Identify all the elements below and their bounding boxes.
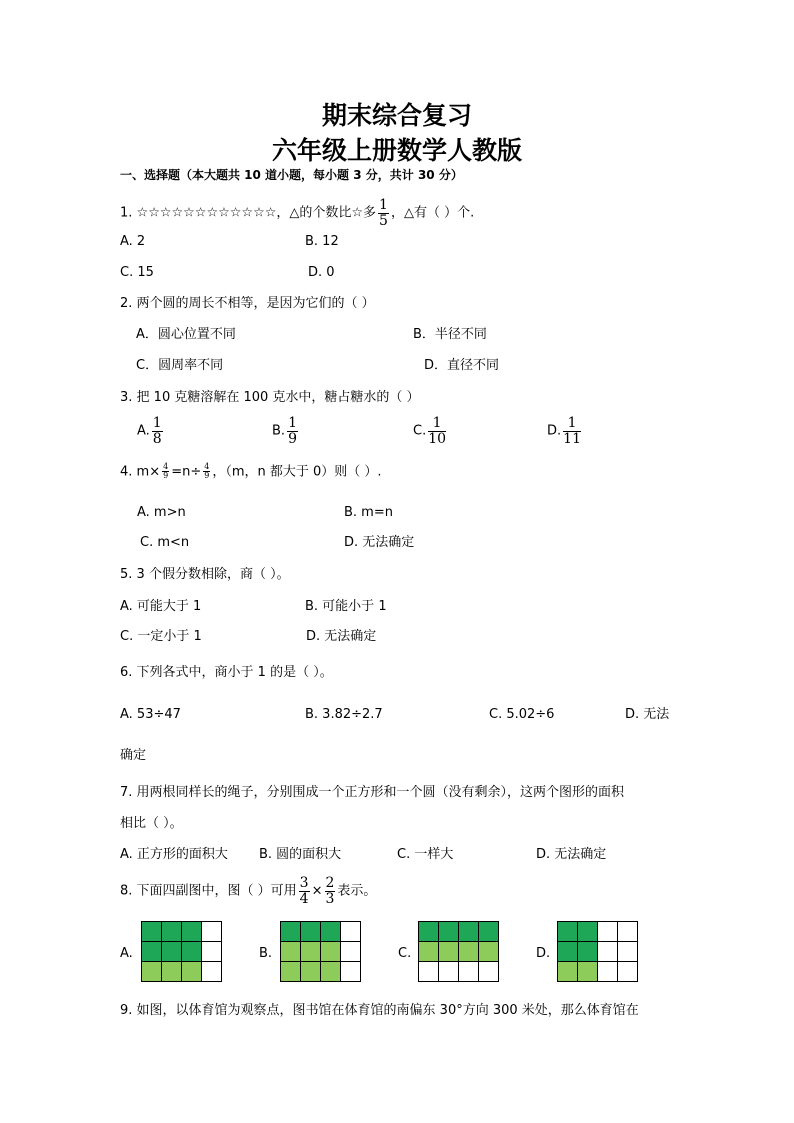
q3-option-a-fraction (152, 416, 163, 446)
q6-option-c[interactable]: C. 5.02÷6 (489, 707, 555, 722)
q4-fraction-1 (162, 463, 169, 481)
grid-cell-empty (598, 922, 618, 942)
q8-option-b-label[interactable]: B. (259, 946, 273, 961)
question-2: 2. 两个圆的周长不相等，是因为它们的（ ） (120, 296, 375, 311)
q7-option-d[interactable]: D. 无法确定 (536, 847, 607, 862)
q1-option-d[interactable]: D. 0 (308, 265, 335, 280)
grid-cell-empty (618, 962, 638, 982)
grid-cell-dark (182, 942, 202, 962)
q3-d-den: 11 (563, 430, 581, 447)
q2-option-b[interactable]: B．半径不同 (413, 327, 487, 342)
q7-option-c[interactable]: C. 一样大 (397, 847, 454, 862)
grid-cell-dark (578, 922, 598, 942)
q3-option-a[interactable] (137, 416, 165, 446)
grid-cell-empty (341, 942, 361, 962)
question-1-suffix: ，△有（ ）个. (390, 205, 475, 221)
grid-cell-dark (162, 922, 182, 942)
grid-cell-empty (419, 962, 439, 982)
q3-option-c-fraction (428, 416, 446, 446)
q4-f1-den: 9 (163, 471, 169, 481)
q1-option-b[interactable]: B. 12 (305, 234, 339, 249)
grid-cell-dark (321, 922, 341, 942)
grid-cell-dark (142, 922, 162, 942)
q6-option-d-wrap: 确定 (120, 748, 147, 763)
q5-option-c[interactable]: C. 一定小于 1 (120, 629, 202, 644)
q6-option-a[interactable]: A. 53÷47 (120, 707, 181, 722)
grid-cell-empty (341, 922, 361, 942)
section-heading: 一、选择题（本大题共 10 道小题，每小题 3 分，共计 30 分） (120, 168, 463, 182)
q3-a-num: 1 (152, 415, 162, 431)
grid-row (419, 942, 499, 962)
question-9: 9. 如图，以体育馆为观察点，图书馆在体育馆的南偏东 30°方向 300 米处，那么体育馆在 (120, 1003, 639, 1018)
q4-fraction-2 (203, 463, 210, 481)
q4-mid: =n÷ (171, 464, 202, 480)
q8-fraction-2 (325, 876, 336, 906)
q8-f2-den: 3 (325, 890, 335, 907)
q3-d-num: 1 (563, 416, 581, 432)
q2-option-c[interactable]: C．圆周率不同 (136, 358, 224, 373)
grid-cell-light (301, 962, 321, 982)
q8-f2-num: 2 (325, 875, 335, 891)
q3-c-den: 10 (428, 430, 447, 447)
q4-option-d[interactable]: D. 无法确定 (344, 535, 415, 550)
question-5: 5. 3 个假分数相除，商（ ）。 (120, 567, 290, 582)
grid-cell-empty (202, 942, 222, 962)
grid-row (558, 962, 638, 982)
grid-cell-empty (341, 962, 361, 982)
grid-cell-empty (459, 962, 479, 982)
grid-row (281, 962, 361, 982)
grid-row (419, 922, 499, 942)
q4-f2-num: 4 (204, 462, 210, 471)
grid-cell-dark (142, 942, 162, 962)
grid-cell-empty (598, 942, 618, 962)
grid-row (558, 922, 638, 942)
grid-cell-light (558, 962, 578, 982)
grid-cell-dark (558, 942, 578, 962)
grid-row (558, 942, 638, 962)
grid-cell-dark (301, 922, 321, 942)
grid-cell-empty (202, 922, 222, 942)
grid-cell-light (321, 942, 341, 962)
question-8 (120, 876, 376, 906)
q3-b-den: 9 (288, 430, 297, 447)
grid-cell-dark (459, 922, 479, 942)
q4-option-c[interactable]: C. m<n (140, 535, 190, 550)
q3-option-d-label: D. (547, 423, 562, 439)
question-4 (120, 463, 382, 481)
grid-cell-empty (598, 962, 618, 982)
grid-cell-light (479, 942, 499, 962)
grid-cell-light (439, 942, 459, 962)
grid-row (281, 922, 361, 942)
q3-option-c[interactable] (413, 416, 448, 446)
q8-f1-num: 3 (299, 875, 309, 891)
q8-option-c-label[interactable]: C. (398, 946, 412, 961)
q8-grid-b[interactable] (280, 921, 361, 982)
question-1-prefix: 1. ☆☆☆☆☆☆☆☆☆☆☆☆，△的个数比☆多 (120, 205, 377, 221)
q5-option-d[interactable]: D. 无法确定 (306, 629, 377, 644)
q3-option-c-label: C. (413, 423, 427, 439)
q8-grid-a[interactable] (141, 921, 222, 982)
q4-option-a[interactable]: A. m>n (137, 505, 186, 520)
q5-option-b[interactable]: B. 可能小于 1 (305, 599, 387, 614)
grid-cell-light (162, 962, 182, 982)
question-1 (120, 198, 474, 228)
q8-f1-den: 4 (299, 890, 309, 907)
q4-option-b[interactable]: B. m=n (344, 505, 393, 520)
grid-cell-light (459, 942, 479, 962)
grid-cell-dark (558, 922, 578, 942)
q2-option-a[interactable]: A．圆心位置不同 (136, 327, 236, 342)
q3-option-a-label: A. (137, 423, 150, 439)
grid-row (142, 922, 222, 942)
q8-option-d-label[interactable]: D. (536, 946, 551, 961)
q8-grid-d[interactable] (557, 921, 638, 982)
q4-prefix: 4. m× (120, 464, 161, 480)
grid-cell-empty (202, 962, 222, 982)
q1-option-c[interactable]: C. 15 (120, 265, 154, 280)
q7-option-a[interactable]: A. 正方形的面积大 (120, 847, 228, 862)
q8-option-a-label[interactable]: A. (120, 946, 133, 961)
q3-option-b-fraction (287, 416, 298, 446)
q7-option-b[interactable]: B. 圆的面积大 (259, 847, 342, 862)
q5-option-a[interactable]: A. 可能大于 1 (120, 599, 202, 614)
q8-fraction-1 (299, 876, 310, 906)
grid-cell-empty (479, 962, 499, 982)
grid-cell-light (301, 942, 321, 962)
q1-option-a[interactable]: A. 2 (120, 234, 146, 249)
question-7-line-1: 7. 用两根同样长的绳子，分别围成一个正方形和一个圆（没有剩余），这两个图形的面积 (120, 785, 625, 800)
grid-cell-dark (162, 942, 182, 962)
grid-cell-dark (578, 942, 598, 962)
grid-cell-light (281, 942, 301, 962)
q4-f1-num: 4 (163, 462, 169, 471)
q6-option-d[interactable]: D. 无法 (625, 707, 670, 722)
grid-cell-light (281, 962, 301, 982)
grid-cell-dark (419, 922, 439, 942)
q8-prefix: 8. 下面四副图中，图（ ）可用 (120, 883, 297, 899)
grid-cell-dark (439, 922, 459, 942)
q6-option-b[interactable]: B. 3.82÷2.7 (305, 707, 383, 722)
q3-option-d[interactable] (547, 416, 583, 446)
grid-cell-light (182, 962, 202, 982)
grid-cell-light (321, 962, 341, 982)
question-3: 3. 把 10 克糖溶解在 100 克水中，糖占糖水的（ ） (120, 390, 420, 405)
grid-row (281, 942, 361, 962)
q3-a-den: 8 (152, 430, 162, 447)
q8-times: × (311, 883, 323, 899)
q2-option-d[interactable]: D．直径不同 (424, 358, 500, 373)
grid-cell-empty (618, 942, 638, 962)
question-7-line-2: 相比（ ）。 (120, 816, 183, 831)
q3-b-num: 1 (288, 415, 297, 431)
grid-cell-light (419, 942, 439, 962)
grid-cell-light (578, 962, 598, 982)
grid-row (142, 942, 222, 962)
question-6: 6. 下列各式中，商小于 1 的是（ ）。 (120, 665, 333, 680)
q3-option-d-fraction (563, 416, 581, 446)
grid-cell-dark (281, 922, 301, 942)
q3-option-b[interactable] (272, 416, 300, 446)
grid-cell-light (142, 962, 162, 982)
q4-suffix: ，（m，n 都大于 0）则（ ）. (212, 464, 382, 480)
q4-f2-den: 9 (204, 471, 210, 481)
grid-cell-dark (182, 922, 202, 942)
grid-cell-empty (618, 922, 638, 942)
grid-cell-empty (439, 962, 459, 982)
q3-c-num: 1 (428, 416, 446, 432)
grid-row (419, 962, 499, 982)
page-subtitle: 六年级上册数学人教版 (271, 136, 522, 165)
q1-fraction-den: 5 (379, 212, 388, 229)
q3-option-b-label: B. (272, 423, 286, 439)
q8-suffix: 表示。 (337, 883, 377, 899)
q8-grid-c[interactable] (418, 921, 499, 982)
grid-row (142, 962, 222, 982)
grid-cell-dark (479, 922, 499, 942)
q1-fraction-num: 1 (379, 197, 388, 213)
page-title: 期末综合复习 (321, 101, 472, 130)
q1-fraction (378, 198, 389, 228)
